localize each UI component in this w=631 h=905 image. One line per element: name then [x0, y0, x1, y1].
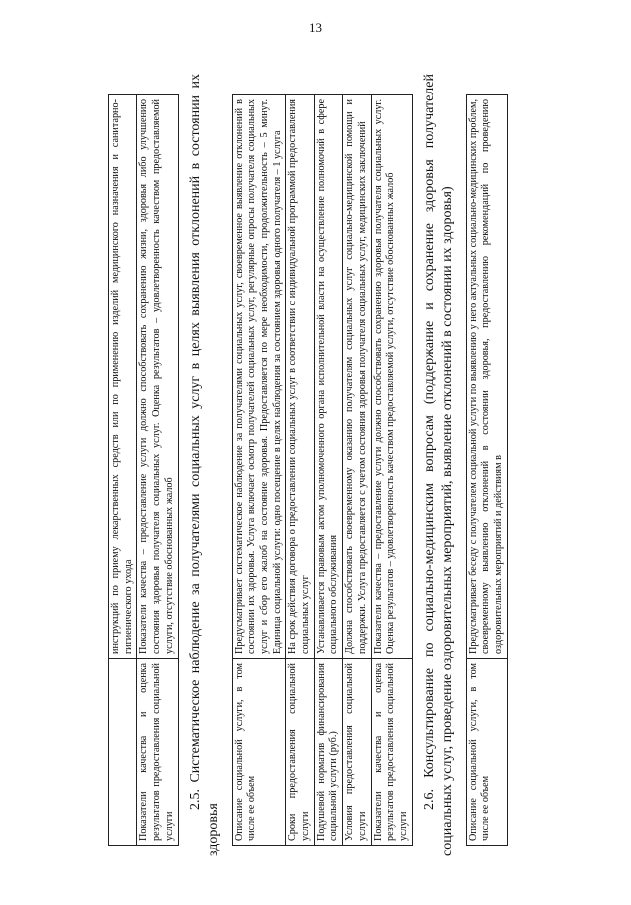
table-row — [371, 95, 412, 846]
row-value: Предусматривает беседу с получателем социальной услуги по выявлению у него актуальных социально-медицинских проблем, своевременному выявлению отклонений в состоянии здоровья, предоставлению рекомендаций по проведению оздоровительных мероприятий и действиям в — [466, 95, 507, 659]
page-number: 13 — [309, 20, 322, 35]
table-row — [232, 95, 286, 846]
table-top-continuation — [108, 94, 179, 846]
table-row — [286, 95, 314, 846]
section-heading-2-5: 2.5. Систематическое наблюдение за получателями социальных услуг в целях выявления отклонений в состоянии их здоровья — [187, 74, 221, 856]
row-value: инструкций по приему лекарственных средств или по применению изделий медицинского назначения и санитарно-гигиенического ухода — [109, 95, 137, 659]
rotated-page-content — [108, 60, 608, 880]
row-label: Показатели качества и оценка результатов предоставления социальной услуги — [137, 659, 178, 846]
table-section-2-6 — [466, 94, 508, 846]
table-row — [314, 95, 342, 846]
table-section-2-5 — [232, 94, 413, 846]
table-row — [343, 95, 371, 846]
row-label: Описание социальной услуги, в том числе ее объем — [466, 659, 507, 846]
row-value: На срок действия договора о предоставлении социальных услуг в соответствии с индивидуальной программой предоставления социальных услуг — [286, 95, 314, 659]
row-label — [109, 659, 137, 846]
table-row — [466, 95, 507, 846]
table-row — [109, 95, 137, 846]
table-row — [137, 95, 178, 846]
row-value: Показатели качества – предоставление услуги должно способствовать сохранению жизни, здоровья либо улучшению состояния здоровья получателя социальных услуг. Оценка результатов – удовлетворенность качеством предоставляемой услуги, отсутствие обоснованных жалоб — [137, 95, 178, 659]
row-value: Предусматривает систематическое наблюдение за получателями социальных услуг, своевременное выявление отклонений в состоянии их здоровья. Услуга включает осмотр получателей социальных услуг, регулярные опросы получателя социальных услуг и сбор его жалоб на состояние здоровья. Предоставляется по мере необходимости, продолжительность – 5 минут. Единица социальной услуги: одно посещение в целях наблюдения за состоянием здоровья одного получателя – 1 услуга — [232, 95, 286, 659]
row-label: Условия предоставления социальной услуги — [343, 659, 371, 846]
row-label: Показатели качества и оценка результатов предоставления социальной услуги — [371, 659, 412, 846]
row-value: Устанавливается правовым актом уполномоченного органа исполнительной власти на осуществление полномочий в сфере социального обслуживания — [314, 95, 342, 659]
row-label: Подушевой норматив финансирования социальной услуги (руб.) — [314, 659, 342, 846]
row-label: Описание социальной услуги, в том числе ее объем — [232, 659, 286, 846]
row-value: Должна способствовать своевременному оказанию получателям социальных услуг социально-медицинской помощи и поддержки. Услуга предоставляется с учетом состояния здоровья получателя социальных услуг, медицинских заключений — [343, 95, 371, 659]
section-heading-2-6: 2.6. Консультирование по социально-медицинским вопросам (поддержание и сохранение здоровья получателей социальных услуг, проведение оздоровительных мероприятий, выявление отклонений в состоянии их здоровья) — [421, 74, 455, 856]
row-label: Сроки предоставления социальной услуги — [286, 659, 314, 846]
row-value: Показатели качества – предоставление услуги должно способствовать сохранению здоровья получателя социальных услуг. Оценка результатов – удовлетворенность качеством предоставляемой услуги, отсутствие обоснованных жалоб — [371, 95, 412, 659]
